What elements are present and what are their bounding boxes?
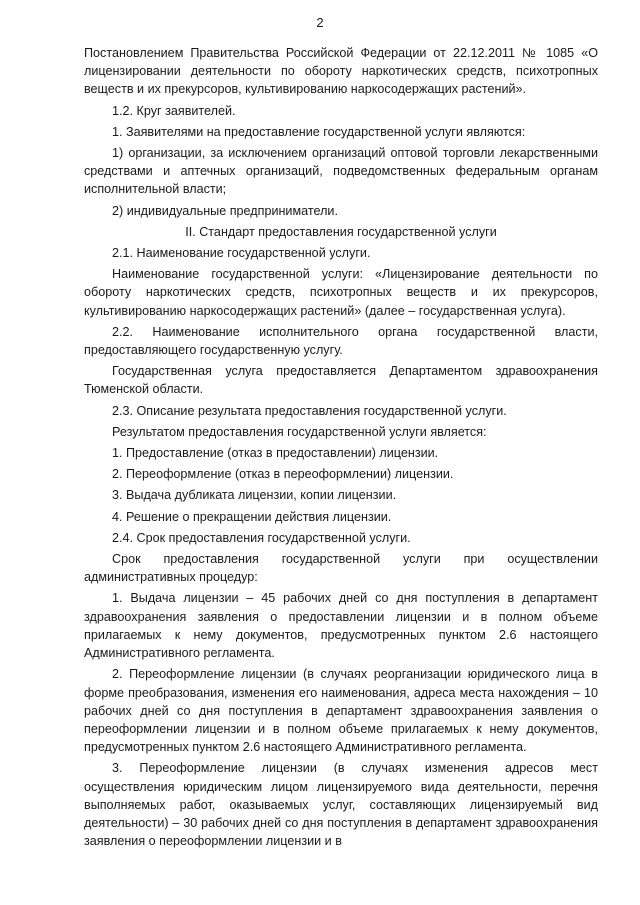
paragraph: 2) индивидуальные предприниматели. — [112, 203, 338, 218]
document-body — [84, 44, 598, 853]
section-heading: II. Стандарт предоставления государственной услуги — [185, 224, 497, 239]
paragraph: 3. Выдача дубликата лицензии, копии лицензии. — [112, 488, 397, 503]
paragraph: Результатом предоставления государственной услуги является: — [112, 424, 487, 439]
paragraph: 2. Переоформление (отказ в переоформлении) лицензии. — [112, 467, 454, 482]
paragraph: 1.2. Круг заявителей. — [112, 103, 236, 118]
page-number: 2 — [316, 15, 324, 30]
paragraph: 1. Заявителями на предоставление государственной услуги являются: — [112, 124, 526, 139]
paragraph: 1. Выдача лицензии – 45 рабочих дней со дня поступления в департамент здравоохранения заявления о предоставлении лицензии и в полном объеме прилагаемых к нему документов, предусмотренных пунктом 2.6 настоящего Административного регламента. — [84, 591, 598, 661]
paragraph: 1) организации, за исключением организаций оптовой торговли лекарственными средствами и аптечных организаций, подведомственных федеральным органам исполнительной власти; — [84, 146, 598, 197]
paragraph: 2.1. Наименование государственной услуги. — [112, 246, 371, 261]
paragraph: 4. Решение о прекращении действия лицензии. — [112, 509, 392, 524]
paragraph: 2. Переоформление лицензии (в случаях реорганизации юридического лица в форме преобразования, изменения его наименования, адреса места нахождения – 10 рабочих дней со дня поступления в департамент здравоохранения заявления о переоформлении лицензии и в полном объеме прилагаемых к нему документов, предусмотренных пунктом 2.6 настоящего Административного регламента. — [84, 667, 598, 755]
paragraph: 2.2. Наименование исполнительного органа государственной власти, предоставляющего государственную услугу. — [84, 324, 598, 358]
paragraph: Наименование государственной услуги: «Лицензирование деятельности по обороту наркотических средств, психотропных веществ и их прекурсоров, культивированию наркосодержащих растений» (далее – государственная услуга). — [84, 267, 598, 318]
paragraph: Срок предоставления государственной услуги при осуществлении административных процедур: — [84, 552, 598, 585]
paragraph: 2.4. Срок предоставления государственной услуги. — [112, 530, 411, 545]
paragraph: Постановлением Правительства Российской Федерации от 22.12.2011 № 1085 «О лицензировании деятельности по обороту наркотических средств, психотропных веществ и их прекурсоров, культивированию наркосодержащих растений». — [84, 46, 598, 97]
paragraph: 2.3. Описание результата предоставления государственной услуги. — [112, 403, 507, 418]
paragraph: Государственная услуга предоставляется Департаментом здравоохранения Тюменской области. — [84, 364, 598, 397]
paragraph: 1. Предоставление (отказ в предоставлении) лицензии. — [112, 446, 439, 461]
paragraph: 3. Переоформление лицензии (в случаях изменения адресов мест осуществления юридическим лицом лицензируемого вида деятельности, перечня выполняемых работ, оказываемых услуг, составляющих лицензируемый вид деятельности) – 30 рабочих дней со дня поступления в департамент здравоохранения заявления о переоформлении лицензии и в — [84, 761, 598, 849]
